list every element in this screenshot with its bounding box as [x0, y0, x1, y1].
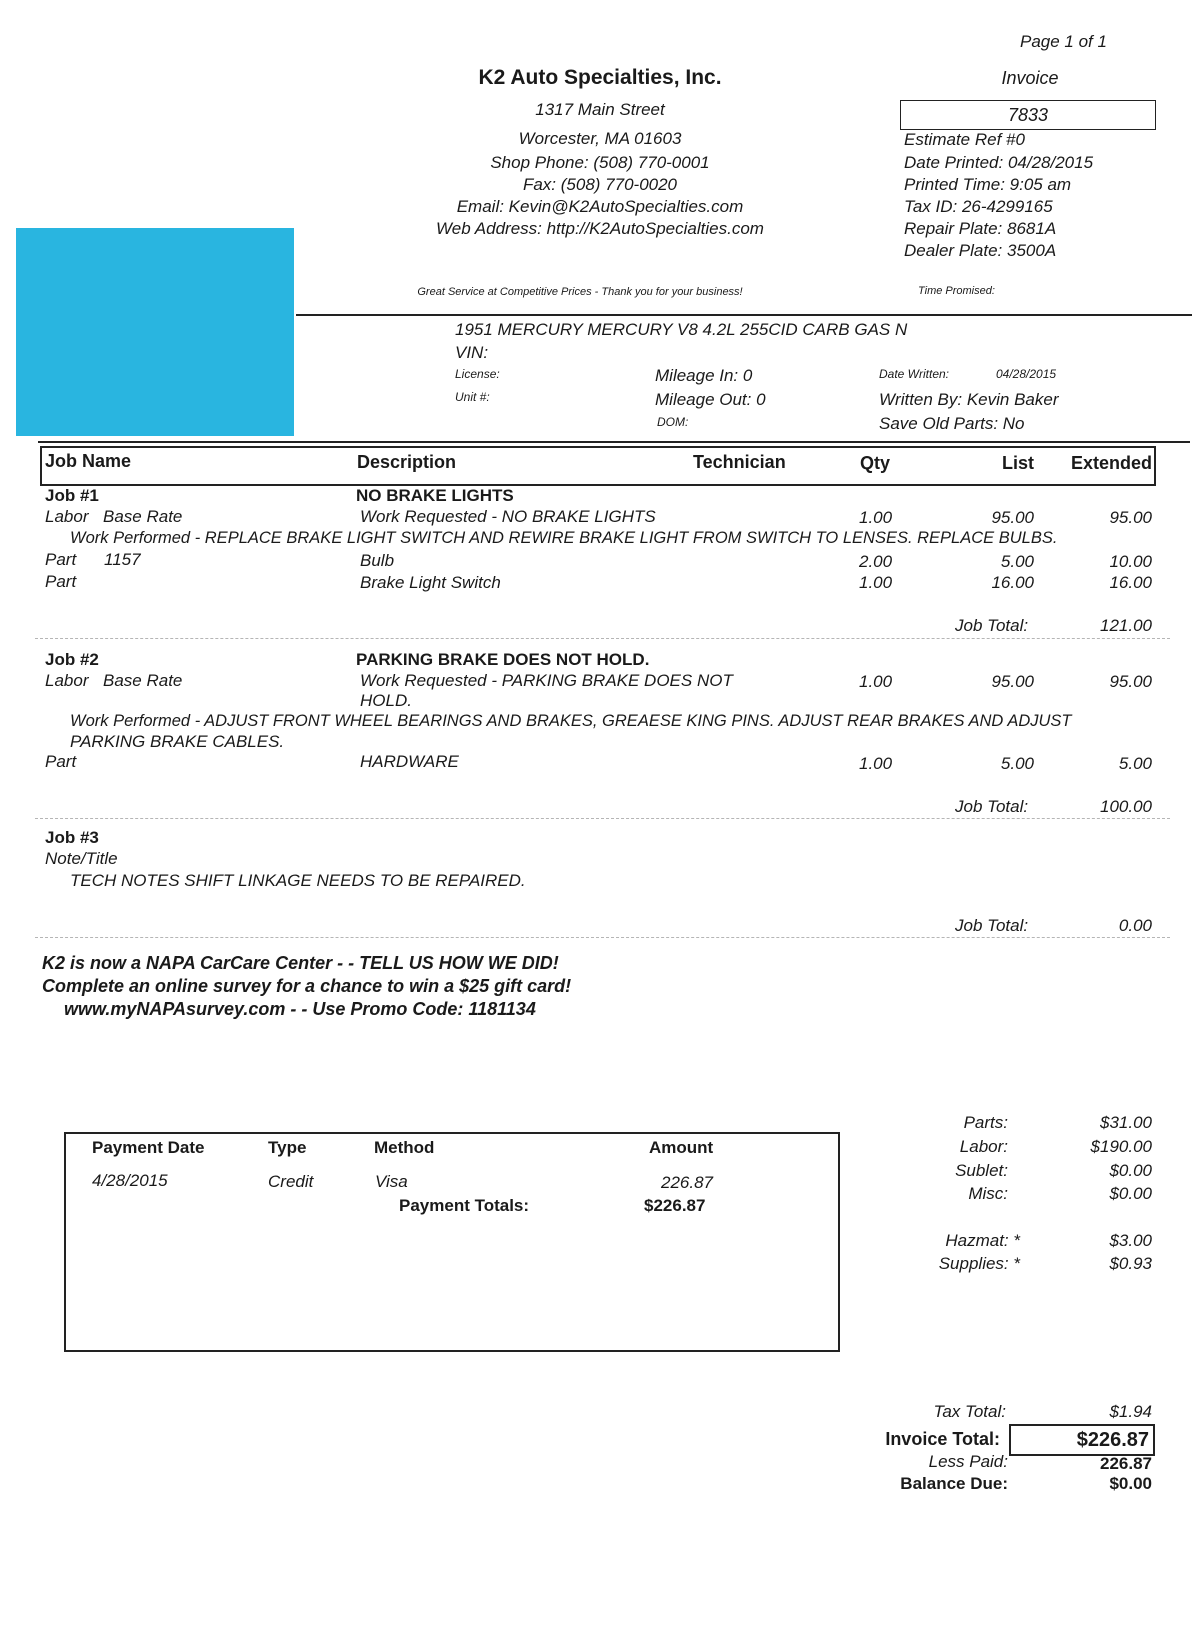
job1-part1-qty: 2.00: [859, 552, 893, 571]
date-written: 04/28/2015: [996, 367, 1057, 381]
payment-header-type: Type: [268, 1138, 307, 1157]
company-fax: Fax: (508) 770-0020: [522, 175, 678, 194]
invoice-total-label: Invoice Total:: [885, 1429, 1000, 1449]
job1-part2-type: Part: [45, 572, 77, 591]
summary-hazmat-label: Hazmat: *: [945, 1231, 1020, 1250]
vehicle-unit: Unit #:: [455, 390, 490, 404]
job1-total-label: Job Total:: [955, 616, 1029, 635]
summary-tax-label: Tax Total:: [933, 1402, 1006, 1421]
company-street: 1317 Main Street: [535, 100, 665, 119]
job2-name: PARKING BRAKE DOES NOT HOLD.: [356, 650, 650, 669]
job1-part2-desc: Brake Light Switch: [360, 573, 501, 592]
estimate-ref: Estimate Ref #0: [904, 130, 1025, 149]
balance-due: $0.00: [1109, 1474, 1152, 1493]
job1-labor-list: 95.00: [991, 508, 1034, 527]
promo-line2: Complete an online survey for a chance to win a $25 gift card!: [42, 976, 572, 996]
mileage-out: Mileage Out: 0: [655, 390, 766, 409]
invoice-number-box: [900, 100, 1156, 130]
job1-part1-number: 1157: [104, 550, 141, 569]
payment-header-amount: Amount: [649, 1138, 714, 1157]
summary-misc-label: Misc:: [968, 1184, 1008, 1203]
job1-labor-qty: 1.00: [859, 508, 893, 527]
vehicle-license: License:: [455, 367, 500, 381]
job2-total: 100.00: [1100, 797, 1152, 816]
job2-labor-qty: 1.00: [859, 672, 893, 691]
summary-sublet-label: Sublet:: [955, 1161, 1008, 1180]
repair-plate: Repair Plate: 8681A: [904, 219, 1057, 238]
printed-time: Printed Time: 9:05 am: [904, 175, 1072, 194]
job2-labor-type: Labor: [45, 671, 89, 690]
job3-note-label: Note/Title: [45, 849, 118, 868]
summary-misc: $0.00: [1109, 1184, 1152, 1203]
balance-due-label: Balance Due:: [900, 1474, 1008, 1493]
date-printed: Date Printed: 04/28/2015: [904, 153, 1094, 172]
written-by: Written By: Kevin Baker: [879, 390, 1059, 409]
company-phone: Shop Phone: (508) 770-0001: [490, 153, 710, 172]
job2-work-performed-line2: PARKING BRAKE CABLES.: [70, 732, 285, 751]
vehicle-top-rule: [296, 314, 1192, 316]
promo-line3: www.myNAPAsurvey.com - - Use Promo Code: 1181134: [64, 999, 536, 1019]
payment-box: [64, 1132, 840, 1352]
summary-labor-label: Labor:: [959, 1137, 1008, 1156]
job1-total: 121.00: [1100, 616, 1152, 635]
promo-line1: K2 is now a NAPA CarCare Center - - TELL US HOW WE DID!: [42, 953, 559, 973]
invoice-label: Invoice: [1001, 68, 1059, 88]
job1-labor-ext: 95.00: [1109, 508, 1152, 527]
mileage-in: Mileage In: 0: [655, 366, 753, 385]
summary-parts-label: Parts:: [963, 1113, 1008, 1132]
company-email: Email: Kevin@K2AutoSpecialties.com: [456, 197, 744, 216]
job2-total-label: Job Total:: [955, 797, 1029, 816]
job1-part2-qty: 1.00: [859, 573, 893, 592]
table-top-rule: [38, 441, 1190, 443]
job1-part2-list: 16.00: [991, 573, 1034, 592]
header-technician: Technician: [693, 452, 786, 472]
header-list: List: [1001, 453, 1034, 473]
less-paid-label: Less Paid:: [928, 1452, 1008, 1471]
job1-part1-list: 5.00: [1000, 552, 1034, 571]
payment-header-method: Method: [374, 1138, 435, 1157]
job1-name: NO BRAKE LIGHTS: [356, 486, 514, 505]
page-number: Page 1 of 1: [1020, 32, 1107, 51]
payment-row-date: 4/28/2015: [92, 1171, 168, 1190]
job2-title: Job #2: [45, 650, 99, 669]
job2-work-requested-line2: HOLD.: [360, 691, 412, 710]
vehicle-dom: DOM:: [657, 415, 689, 429]
vehicle-description: 1951 MERCURY MERCURY V8 4.2L 255CID CARB GAS N: [455, 320, 908, 339]
company-city: Worcester, MA 01603: [518, 129, 682, 148]
job3-total: 0.00: [1118, 916, 1152, 935]
invoice-number: 7833: [1007, 105, 1049, 125]
payment-totals: $226.87: [644, 1196, 706, 1215]
job2-part1-ext: 5.00: [1118, 754, 1152, 773]
invoice-total-box: [1009, 1424, 1155, 1456]
job1-part2-ext: 16.00: [1109, 573, 1152, 592]
tax-id: Tax ID: 26-4299165: [904, 197, 1053, 216]
job1-title: Job #1: [45, 486, 99, 505]
header-qty: Qty: [860, 453, 891, 473]
job2-labor-list: 95.00: [991, 672, 1034, 691]
payment-row-method: Visa: [375, 1172, 408, 1191]
summary-tax: $1.94: [1109, 1402, 1152, 1421]
job2-part1-desc: HARDWARE: [360, 752, 459, 771]
job2-work-performed-line1: Work Performed - ADJUST FRONT WHEEL BEARINGS AND BRAKES, GREAESE KING PINS. ADJUST REAR BRAKES AND ADJUST: [70, 712, 1072, 730]
time-promised: Time Promised:: [918, 285, 995, 297]
job2-part1-list: 5.00: [1000, 754, 1034, 773]
job2-part1-qty: 1.00: [859, 754, 893, 773]
invoice-total: $226.87: [1076, 1429, 1149, 1451]
job1-part1-desc: Bulb: [360, 551, 395, 570]
header-job-name: Job Name: [45, 451, 132, 471]
job1-part1-type: Part: [45, 550, 77, 569]
job1-labor-rate: Base Rate: [103, 507, 183, 526]
summary-supplies: $0.93: [1109, 1254, 1152, 1273]
job2-labor-rate: Base Rate: [103, 671, 183, 690]
redaction-block: [16, 228, 294, 436]
job3-note: TECH NOTES SHIFT LINKAGE NEEDS TO BE REPAIRED.: [70, 871, 526, 890]
save-old-parts: Save Old Parts: No: [879, 414, 1025, 433]
job2-part1-type: Part: [45, 752, 77, 771]
summary-parts: $31.00: [1100, 1113, 1152, 1132]
summary-labor: $190.00: [1090, 1137, 1152, 1156]
header-extended: Extended: [1070, 453, 1152, 473]
job1-part1-ext: 10.00: [1109, 552, 1152, 571]
summary-hazmat: $3.00: [1109, 1231, 1152, 1250]
payment-header-date: Payment Date: [92, 1138, 205, 1157]
date-written-label: Date Written:: [879, 367, 950, 381]
summary-supplies-label: Supplies: *: [938, 1254, 1020, 1273]
payment-row-amount: 226.87: [661, 1173, 713, 1192]
payment-row-type: Credit: [268, 1172, 314, 1191]
header-description: Description: [357, 452, 457, 472]
job2-work-requested-line1: Work Requested - PARKING BRAKE DOES NOT: [360, 671, 733, 690]
less-paid: 226.87: [1100, 1454, 1152, 1473]
vehicle-vin: VIN:: [455, 343, 489, 362]
company-tagline: Great Service at Competitive Prices - Thank you for your business!: [417, 286, 743, 298]
company-name: K2 Auto Specialties, Inc.: [478, 66, 722, 89]
payment-totals-label: Payment Totals:: [399, 1196, 530, 1215]
job2-divider: [35, 818, 1170, 819]
dealer-plate: Dealer Plate: 3500A: [904, 241, 1057, 260]
job3-divider: [35, 937, 1170, 938]
job1-labor-type: Labor: [45, 507, 89, 526]
job3-total-label: Job Total:: [955, 916, 1029, 935]
job1-divider: [35, 638, 1170, 639]
job1-work-performed: Work Performed - REPLACE BRAKE LIGHT SWITCH AND REWIRE BRAKE LIGHT FROM SWITCH TO LENSES. REPLACE BULBS.: [70, 529, 1058, 547]
job3-title: Job #3: [45, 828, 99, 847]
summary-sublet: $0.00: [1109, 1161, 1152, 1180]
company-web: Web Address: http://K2AutoSpecialties.com: [436, 219, 764, 238]
job2-labor-ext: 95.00: [1109, 672, 1152, 691]
job1-work-requested: Work Requested - NO BRAKE LIGHTS: [360, 507, 656, 526]
